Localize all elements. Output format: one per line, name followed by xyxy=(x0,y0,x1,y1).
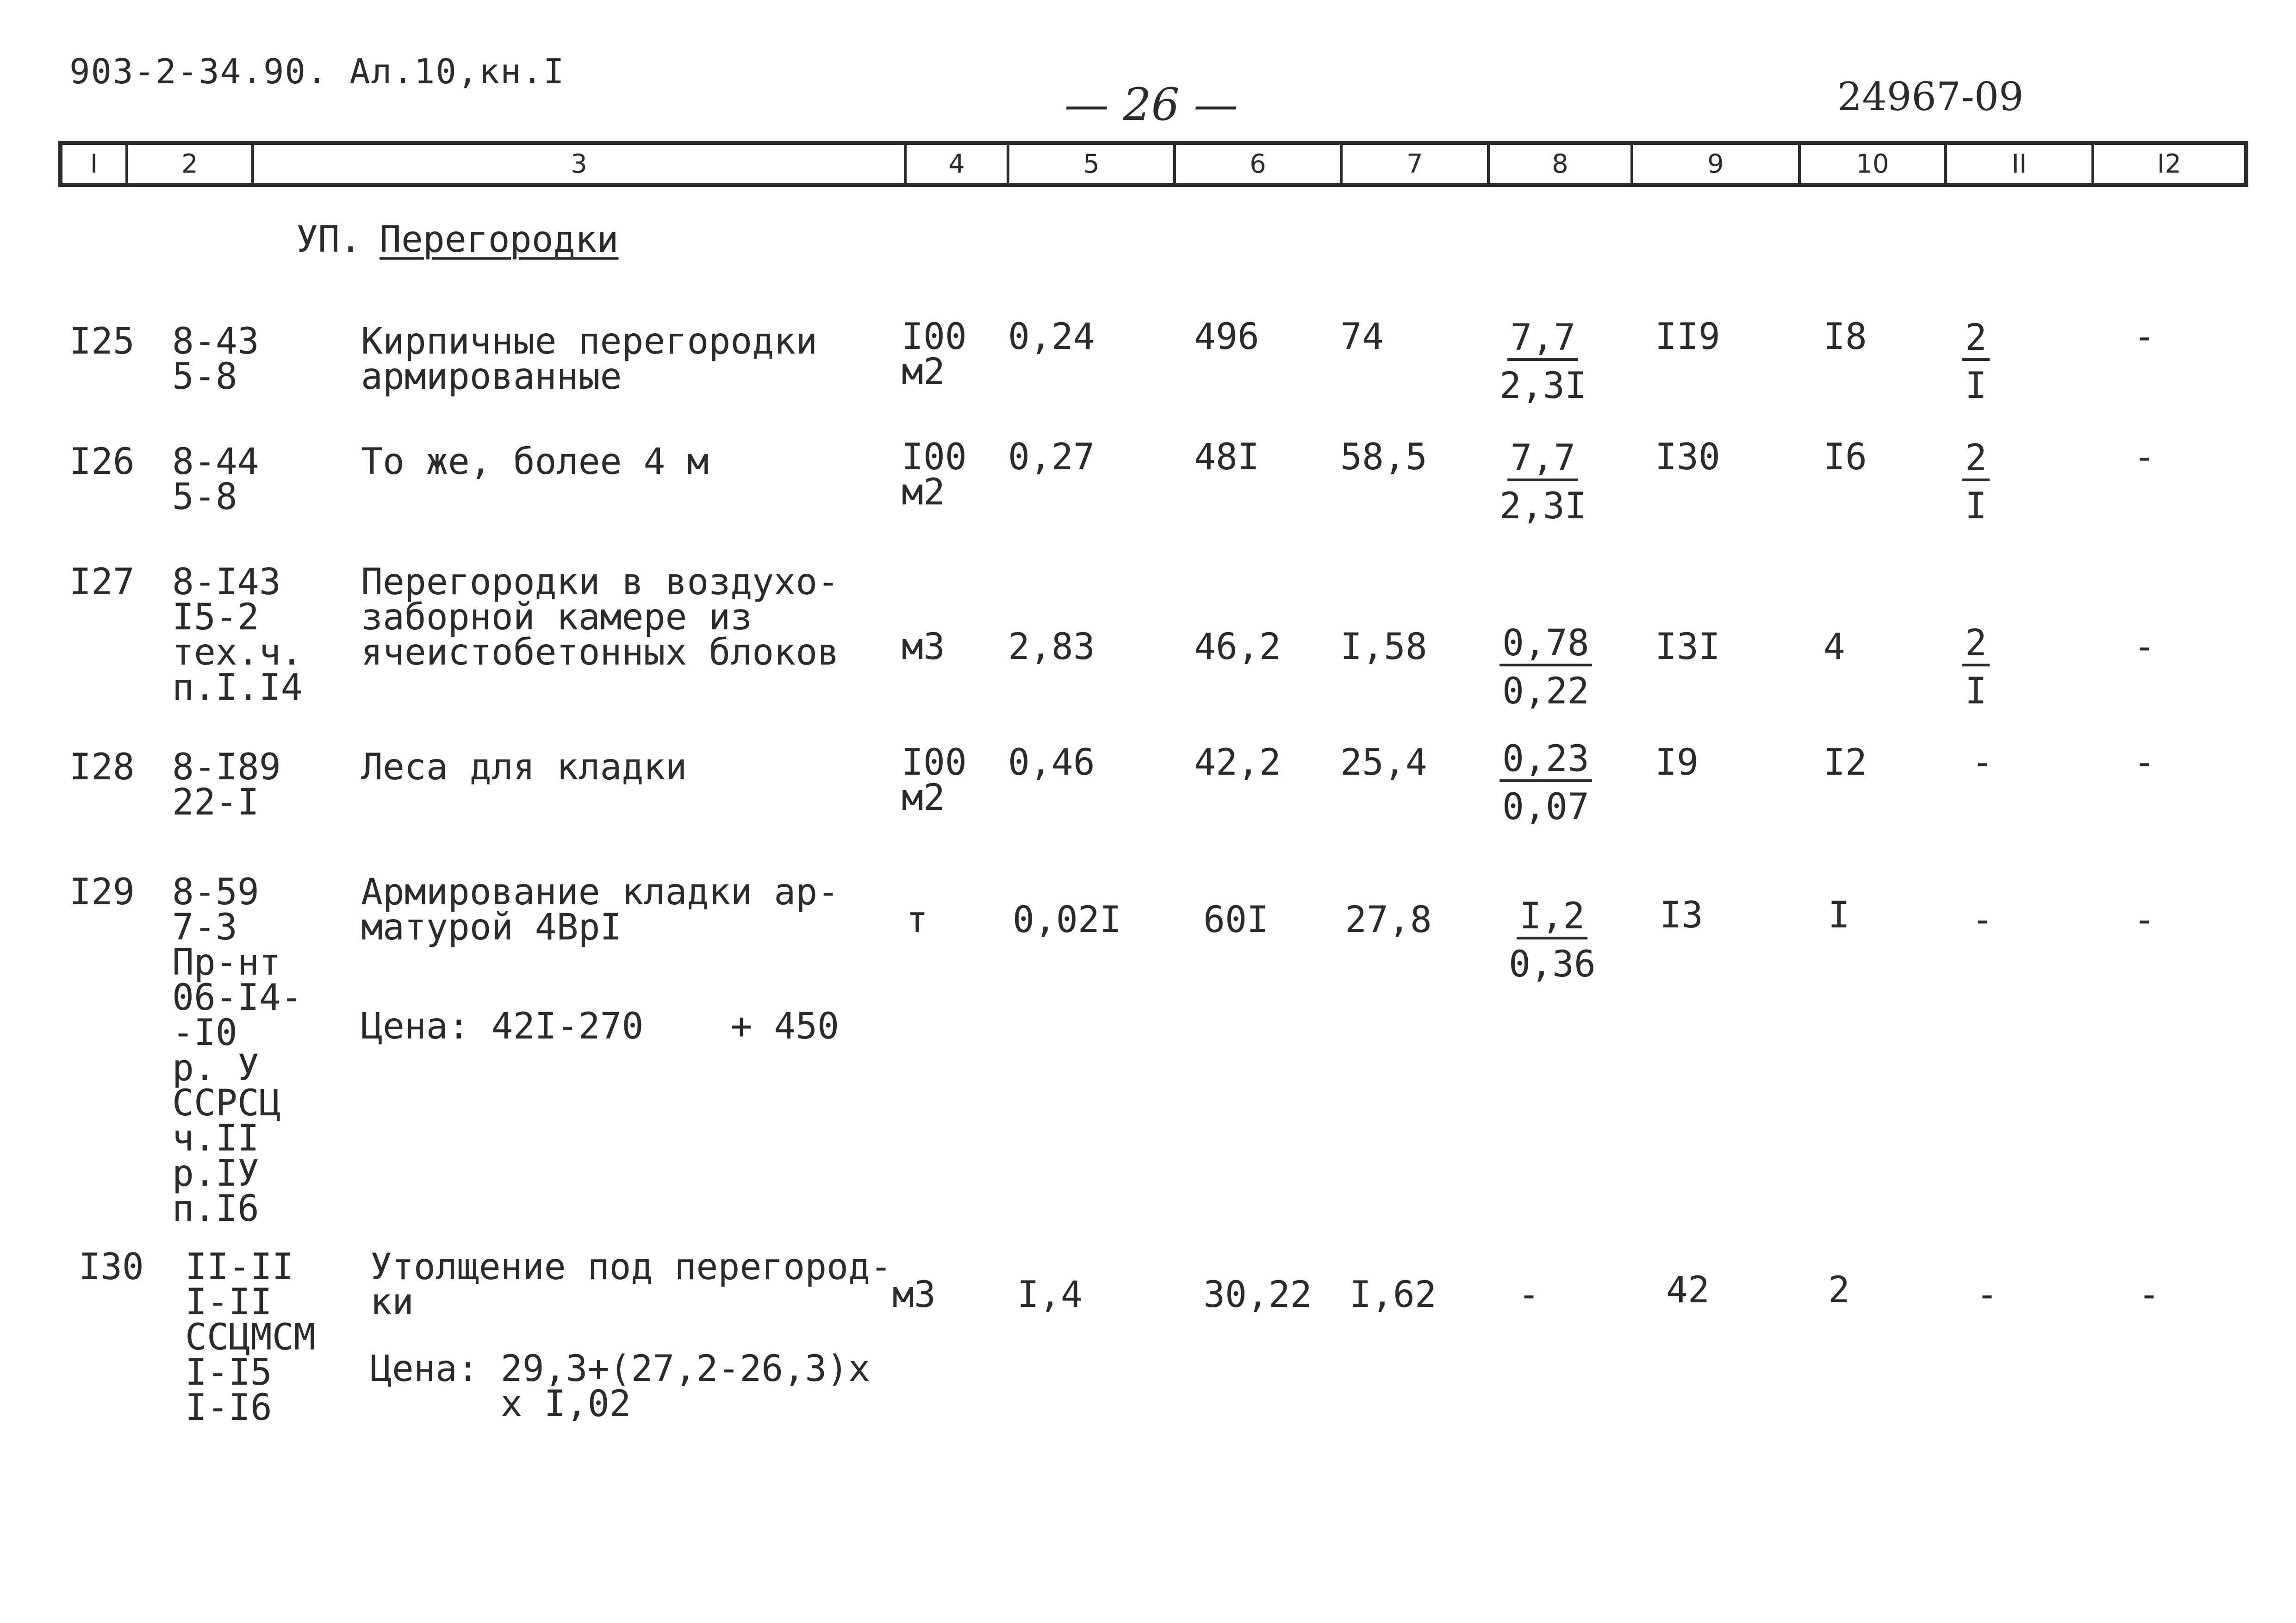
page-number: — 26 — xyxy=(1064,79,1238,131)
row-col8-fraction xyxy=(1500,740,1592,826)
fraction-numerator: 2 xyxy=(1962,440,1990,481)
row-col10: I xyxy=(1828,895,1850,936)
fraction-denominator: 0,22 xyxy=(1502,671,1589,712)
row-col11: - xyxy=(1972,742,1993,784)
row-unit: I00 м2 xyxy=(902,436,967,513)
row-col7: 58,5 xyxy=(1340,436,1427,478)
row-price: Цена: 29,3+(27,2-26,3)х х I,02 xyxy=(370,1348,871,1425)
row-name: Леса для кладки xyxy=(361,746,687,788)
row-col5: I,4 xyxy=(1017,1274,1083,1316)
row-code: 8-59 7-3 Пр-нт 06-I4- -I0 р. У ССРСЦ ч.II р.IУ п.I6 xyxy=(172,871,303,1230)
row-name: Перегородки в воздухо- заборной камере из ячеистобетонных блоков xyxy=(361,561,840,673)
row-code: 8-44 5-8 xyxy=(172,441,259,518)
row-col10: 2 xyxy=(1828,1269,1850,1311)
row-col7: 74 xyxy=(1340,316,1384,358)
row-code: 8-I89 22-I xyxy=(172,746,281,823)
row-unit: I00 м2 xyxy=(902,316,967,393)
column-header: 5 xyxy=(1009,145,1176,183)
row-col5: 0,46 xyxy=(1008,742,1095,784)
row-col11: - xyxy=(1972,899,1993,941)
row-name: Утолщение под перегород- ки xyxy=(370,1246,892,1323)
fraction-denominator: 2,3I xyxy=(1500,485,1587,527)
fraction-denominator: I xyxy=(1965,671,1987,712)
row-code: II-II I-II ССЦМСМ I-I5 I-I6 xyxy=(185,1246,316,1429)
row-col12: - xyxy=(2134,742,2155,784)
document-code: 24967-09 xyxy=(1837,74,2024,119)
row-col8-fraction xyxy=(1500,622,1592,712)
row-unit: м3 xyxy=(892,1274,936,1316)
row-col5: 0,24 xyxy=(1008,316,1095,358)
row-col12: - xyxy=(2134,899,2155,941)
row-name: Кирпичные перегородки армированные xyxy=(361,321,818,398)
row-col11: - xyxy=(1976,1274,1998,1316)
column-header: 2 xyxy=(128,145,254,183)
row-col11-fraction xyxy=(1962,437,1990,527)
row-unit: I00 м2 xyxy=(902,742,967,819)
row-col6: 46,2 xyxy=(1194,626,1281,668)
row-col8-fraction xyxy=(1500,317,1587,407)
row-col9: 42 xyxy=(1666,1269,1710,1311)
row-number: I27 xyxy=(69,561,135,603)
row-col12: - xyxy=(2134,626,2155,668)
row-col6: 30,22 xyxy=(1203,1274,1312,1316)
document-reference: 903-2-34.90. Ал.10,кн.I xyxy=(69,52,565,92)
row-col9: I3 xyxy=(1660,895,1703,936)
column-header: I xyxy=(62,145,128,183)
row-number: I26 xyxy=(69,441,135,483)
row-col10: 4 xyxy=(1823,626,1845,668)
column-header: 3 xyxy=(254,145,907,183)
row-col7: 27,8 xyxy=(1345,899,1432,941)
row-col10: I2 xyxy=(1823,742,1867,784)
row-col6: 48I xyxy=(1194,436,1259,478)
row-col6: 60I xyxy=(1203,899,1269,941)
row-col7: 25,4 xyxy=(1340,742,1427,784)
column-header: 7 xyxy=(1343,145,1490,183)
row-price: Цена: 42I-270 + 450 xyxy=(361,1006,840,1047)
fraction-denominator: 0,07 xyxy=(1502,786,1589,828)
row-name: То же, более 4 м xyxy=(361,441,709,483)
fraction-denominator: 2,3I xyxy=(1500,365,1587,407)
fraction-numerator: 2 xyxy=(1962,625,1990,666)
row-col12: - xyxy=(2134,316,2155,358)
fraction-numerator: 7,7 xyxy=(1507,440,1578,481)
row-name: Армирование кладки ар- матурой 4ВрI xyxy=(361,871,840,948)
column-header: 9 xyxy=(1633,145,1801,183)
fraction-numerator: 0,78 xyxy=(1500,625,1592,666)
row-col5: 2,83 xyxy=(1008,626,1095,668)
row-col12: - xyxy=(2134,436,2155,478)
row-number: I25 xyxy=(69,321,135,362)
row-code: 8-I43 I5-2 тех.ч. п.I.I4 xyxy=(172,561,303,709)
section-title: Перегородки xyxy=(380,219,619,261)
column-header: 4 xyxy=(907,145,1009,183)
column-header: 10 xyxy=(1801,145,1947,183)
fraction-numerator: 0,23 xyxy=(1500,740,1592,782)
row-col5: 0,02I xyxy=(1013,899,1121,941)
fraction-numerator: 7,7 xyxy=(1507,319,1578,361)
fraction-numerator: 2 xyxy=(1962,319,1990,361)
row-unit: м3 xyxy=(902,626,945,668)
row-code: 8-43 5-8 xyxy=(172,321,259,398)
row-number: I30 xyxy=(79,1246,144,1288)
row-col9: I30 xyxy=(1655,436,1720,478)
row-number: I29 xyxy=(69,871,135,913)
fraction-denominator: 0,36 xyxy=(1509,944,1596,985)
fraction-denominator: I xyxy=(1965,485,1987,527)
fraction-denominator: I xyxy=(1965,365,1987,407)
row-col6: 496 xyxy=(1194,316,1259,358)
row-col11-fraction xyxy=(1962,317,1990,407)
row-col10: I8 xyxy=(1823,316,1867,358)
column-header: II xyxy=(1947,145,2094,183)
row-col5: 0,27 xyxy=(1008,436,1095,478)
column-header: I2 xyxy=(2157,149,2182,179)
row-col8: - xyxy=(1518,1274,1540,1316)
row-col8-fraction xyxy=(1500,437,1587,527)
section-number: УП. xyxy=(296,219,361,261)
row-col10: I6 xyxy=(1823,436,1867,478)
row-col9: I9 xyxy=(1655,742,1699,784)
row-col9: I3I xyxy=(1655,626,1720,668)
row-col11-fraction xyxy=(1962,622,1990,712)
column-header: 6 xyxy=(1176,145,1343,183)
row-unit: т xyxy=(906,899,928,941)
row-number: I28 xyxy=(69,746,135,788)
row-col7: I,58 xyxy=(1340,626,1427,668)
fraction-numerator: I,2 xyxy=(1517,898,1587,939)
row-col7: I,62 xyxy=(1350,1274,1437,1316)
column-header: 8 xyxy=(1490,145,1633,183)
row-col6: 42,2 xyxy=(1194,742,1281,784)
row-col9: II9 xyxy=(1655,316,1720,358)
row-col12: - xyxy=(2138,1274,2160,1316)
column-header-table xyxy=(58,141,2248,187)
row-col8-fraction xyxy=(1509,895,1596,985)
